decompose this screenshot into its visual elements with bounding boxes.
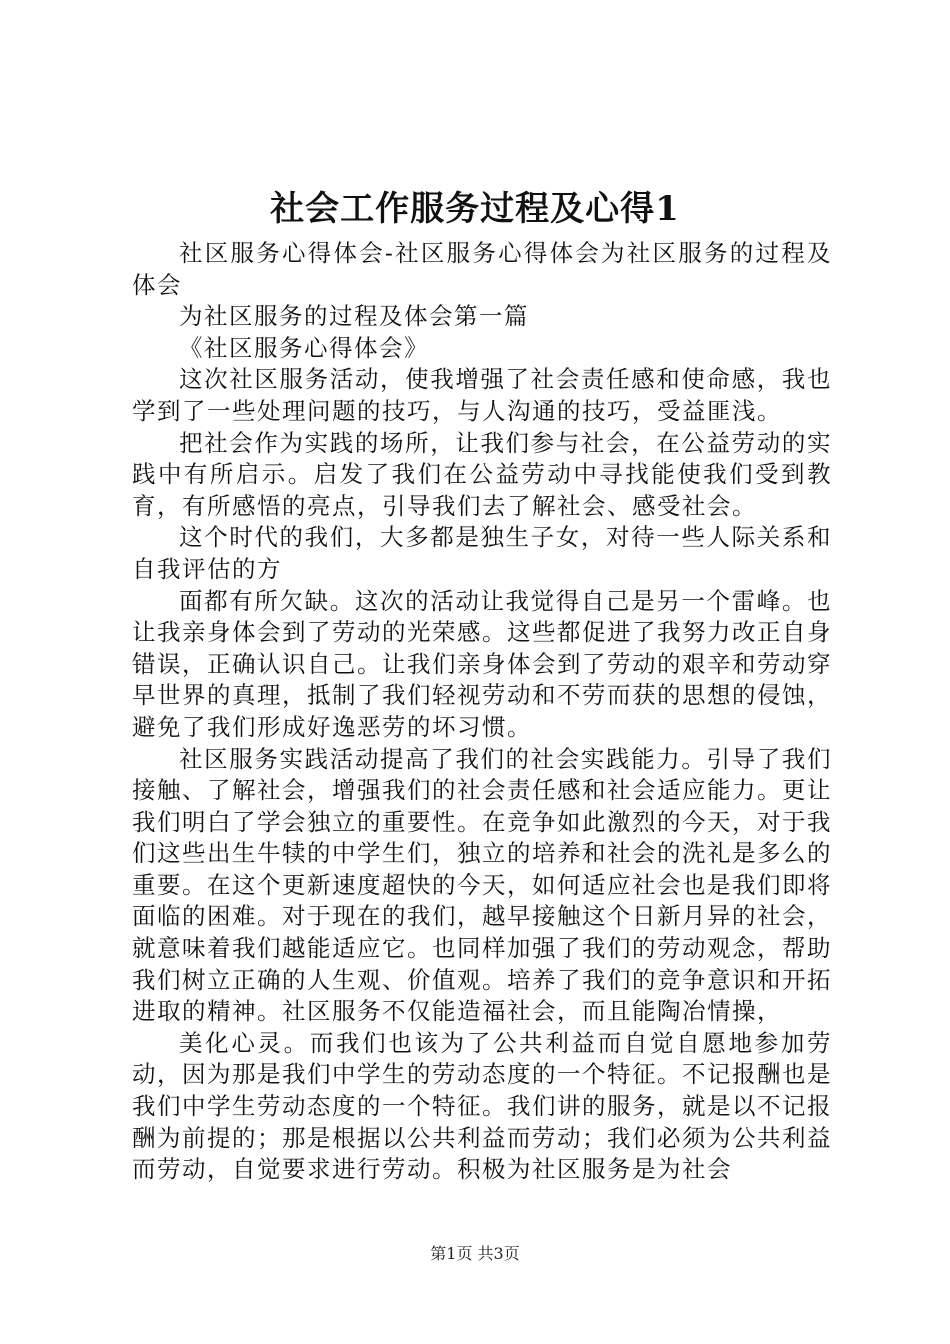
paragraph: 社区服务实践活动提高了我们的社会实践能力。引导了我们接触、了解社会，增强我们的社会责任感和社会适应能力。更让我们明白了学会独立的重要性。在竞争如此激烈的今天，对于我们这些出生牛犊的中学生们，独立的培养和社会的洗礼是多么的重要。在这个更新速度超快的今天，如何适应社会也是我们即将面临的困难。对于现在的我们，越早接触这个日新月异的社会，就意味着我们越能适应它。也同样加强了我们的劳动观念，帮助我们树立正确的人生观、价值观。培养了我们的竞争意识和开拓进取的精神。社区服务不仅能造福社会，而且能陶冶情操， — [132, 744, 832, 1026]
paragraph: 面都有所欠缺。这次的活动让我觉得自己是另一个雷峰。也让我亲身体会到了劳动的光荣感。这些都促进了我努力改正自身错误，正确认识自己。让我们亲身体会到了劳动的艰辛和劳动穿早世界的真理，抵制了我们轻视劳动和不劳而获的思想的侵蚀，避免了我们形成好逸恶劳的坏习惯。 — [132, 586, 832, 741]
paragraph: 为社区服务的过程及体会第一篇 — [179, 302, 529, 331]
paragraph: 美化心灵。而我们也该为了公共利益而自觉自愿地参加劳动，因为那是我们中学生的劳动态度的一个特征。不记报酬也是我们中学生劳动态度的一个特征。我们讲的服务，就是以不记报酬为前提的；那是根据以公共利益而劳动；我们必须为公共利益而劳动，自觉要求进行劳动。积极为社区服务是为社会 — [132, 1028, 832, 1184]
paragraph: 社区服务心得体会-社区服务心得体会为社区服务的过程及体会 — [132, 239, 832, 299]
paragraph: 这个时代的我们，大多都是独生子女，对待一些人际关系和自我评估的方 — [132, 523, 832, 583]
document-title: 社会工作服务过程及心得1 — [270, 189, 680, 229]
document-body — [132, 238, 832, 1186]
paragraph: 把社会作为实践的场所，让我们参与社会，在公益劳动的实践中有所启示。启发了我们在公益劳动中寻找能使我们受到教育，有所感悟的亮点，引导我们去了解社会、感受社会。 — [132, 428, 832, 520]
page-number-footer: 第1页 共3页 — [430, 1244, 520, 1263]
paragraph: 这次社区服务活动，使我增强了社会责任感和使命感，我也学到了一些处理问题的技巧，与人沟通的技巧，受益匪浅。 — [132, 365, 832, 425]
paragraph: 《社区服务心得体会》 — [179, 333, 429, 362]
